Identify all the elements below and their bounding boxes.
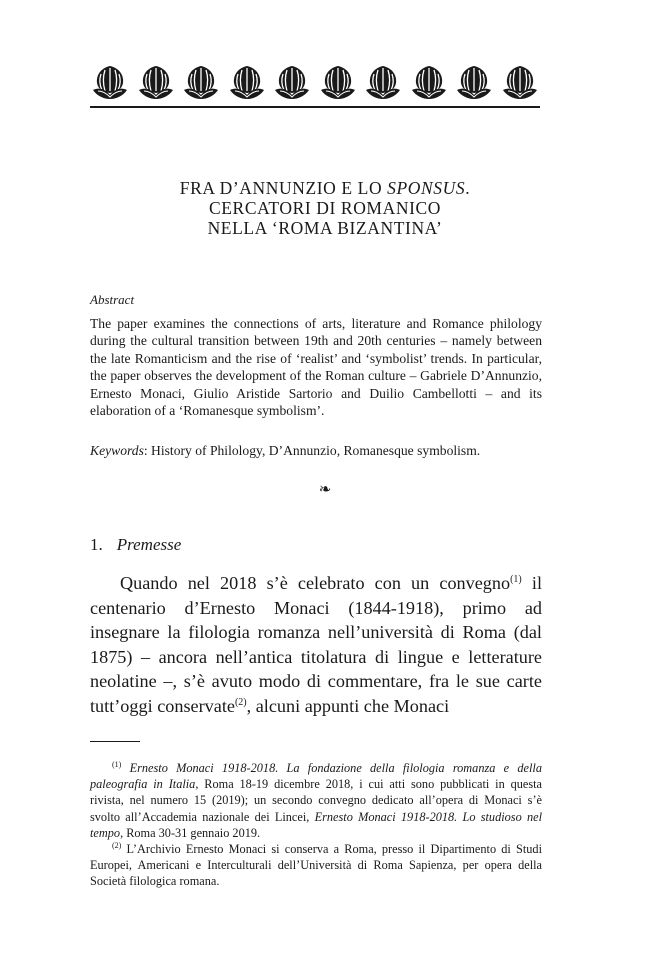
- section-heading: [90, 535, 181, 555]
- keywords-label: Keywords: [90, 443, 144, 458]
- flower-ornament-icon: [227, 62, 267, 102]
- fleuron-icon: ❧: [318, 482, 332, 498]
- footnote-ref-1[interactable]: (1): [510, 573, 522, 585]
- abstract-text: The paper examines the connections of arts, literature and Romance philology during the cultural transition between 19th and 20th centuries – namely between the late Romanticism and the rise of ‘realist’ and ‘symbolist’ trends. In particular, the paper observes the development of the Roman culture – Gabriele D’Annunzio, Ernesto Monaci, Giulio Aristide Sartorio and Duilio Cambellotti – and its elaboration of a ‘Romanesque symbolism’.: [90, 316, 542, 419]
- footnotes: [90, 760, 542, 890]
- header-rule: [90, 106, 540, 108]
- flower-ornament-icon: [409, 62, 449, 102]
- body-text: [90, 571, 542, 719]
- flower-ornament-icon: [136, 62, 176, 102]
- flower-ornament-icon: [272, 62, 312, 102]
- section-number: 1.: [90, 535, 103, 554]
- flower-ornament-icon: [500, 62, 540, 102]
- footnote-rule: [90, 741, 140, 742]
- flower-ornament-icon: [318, 62, 358, 102]
- footnote-ref-2[interactable]: (2): [234, 696, 247, 708]
- flower-ornament-icon: [90, 62, 130, 102]
- title-line-3: NELLA ‘ROMA BIZANTINA’: [207, 218, 443, 238]
- footnote-1: $^{(1)}$ Ernesto Monaci 1918-2018. La fondazione della filologia romanza e della paleografia in Italia, Roma 18-19 dicembre 2018, i cui atti sono pubblicati in questa rivista, nel numero 15 (2019); un secondo convegno dedicato all’opera di Monaci s’è svolto all’Accademia nazionale dei Lincei, Ernesto Monaci 1918-2018. Lo studioso nel tempo, Roma 30-31 gennaio 2019.: [90, 759, 542, 840]
- article-title: [60, 178, 590, 238]
- header-ornament: [90, 62, 540, 102]
- section-title: Premesse: [116, 535, 182, 554]
- title-line-1: FRA D’ANNUNZIO E LO SPONSUS.: [179, 178, 471, 198]
- keywords-text: : History of Philology, D’Annunzio, Romanesque symbolism.: [143, 443, 481, 458]
- flower-ornament-icon: [363, 62, 403, 102]
- abstract-label: Abstract: [90, 292, 135, 307]
- footnote-2: $^{(2)}$ L’Archivio Ernesto Monaci si conserva a Roma, presso il Dipartimento di Studi Europei, Americani e Interculturali dell’Università di Roma Sapienza, per opera della Società filologica romana.: [90, 840, 542, 889]
- flower-ornament-icon: [454, 62, 494, 102]
- title-line-2: CERCATORI DI ROMANICO: [208, 198, 442, 218]
- body-paragraph: Quando nel 2018 s’è celebrato con un convegno$^{(1)}$ il centenario d’Ernesto Monaci (1844-1918), primo ad insegnare la filologia romanza nell’università di Roma (dal 1875) – ancora nell’antica titolatura di lingue e letterature neolatine –, s’è avuto modo di commentare, fra le sue carte tutt’oggi conservate$^{(2)}$, alcuni appunti che Monaci: [90, 573, 543, 716]
- title-italic: SPONSUS: [387, 178, 466, 198]
- keywords: [90, 442, 542, 459]
- flower-ornament-icon: [181, 62, 221, 102]
